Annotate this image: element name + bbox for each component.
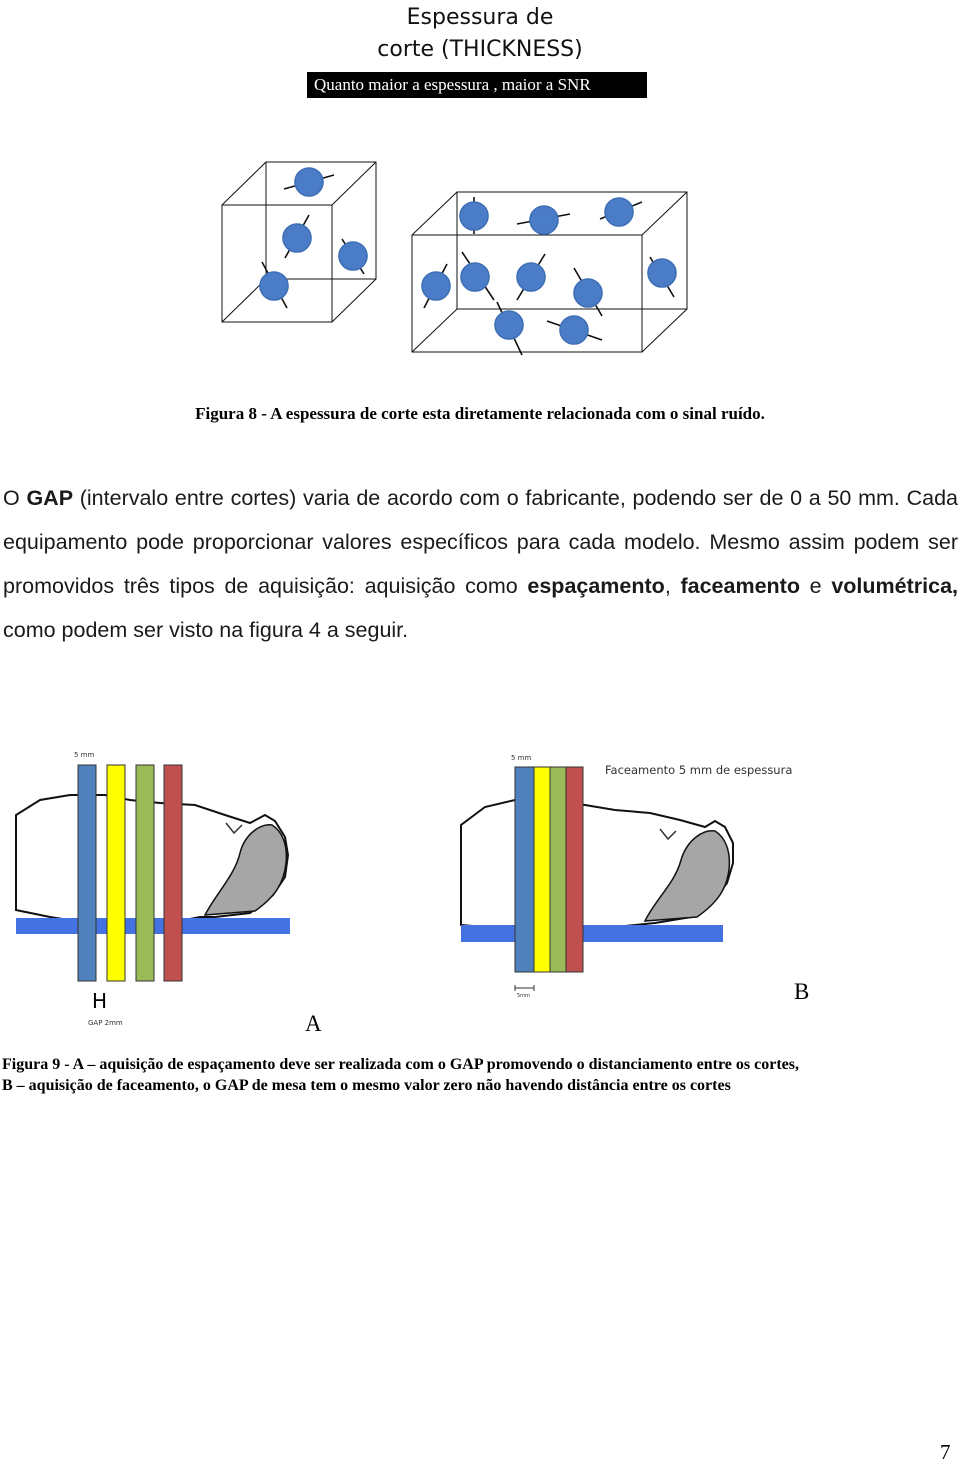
figure9b-slice-width-label: 5 mm: [511, 754, 532, 762]
figure8-cubes-diagram: [212, 150, 692, 365]
slice-green: [136, 765, 154, 981]
proton-ball: [600, 198, 642, 226]
figure8-title-line2: corte (THICKNESS): [377, 37, 583, 62]
proton-ball: [283, 215, 311, 258]
body-text-segment: e: [799, 574, 832, 598]
proton-ball: [517, 206, 570, 234]
body-text-segment: O: [3, 486, 27, 510]
figure9b-contiguous-diagram: [455, 745, 805, 1005]
scale-bar-label: 5mm: [517, 993, 530, 999]
body-term-volumetrica: volumétrica,: [831, 574, 959, 598]
body-term-faceamento: faceamento: [680, 574, 800, 598]
proton-ball: [461, 252, 494, 300]
slice-yellow: [534, 767, 550, 972]
figure9-label-b: B: [794, 979, 810, 1004]
figure8-caption: Figura 8 - A espessura de corte esta diretamente relacionada com o sinal ruído.: [195, 404, 765, 423]
proton-ball: [517, 254, 545, 300]
proton-balls: [260, 168, 676, 355]
figure9-caption-line2: B – aquisição de faceamento, o GAP de mesa tem o mesmo valor zero não havendo distância entre os cortes: [2, 1077, 731, 1094]
figure8-title-line1: Espessura de: [406, 5, 554, 30]
slice-red: [164, 765, 182, 981]
figure9b-title: Faceamento 5 mm de espessura: [605, 763, 793, 777]
figure9a-slice-width-label: 5 mm: [74, 751, 95, 759]
proton-ball: [339, 239, 367, 274]
gap-label: GAP 2mm: [88, 1019, 123, 1027]
proton-ball: [260, 262, 288, 308]
proton-ball: [422, 264, 450, 308]
gap-marker: H: [92, 989, 108, 1013]
figure8-banner: Quanto maior a espessura , maior a SNR: [307, 72, 647, 98]
slice-green: [550, 767, 566, 972]
figure9-caption-line1: Figura 9 - A – aquisição de espaçamento deve ser realizada com o GAP promovendo o distanciamento entre os cortes,: [2, 1056, 799, 1073]
body-text-segment: como podem ser visto na figura 4 a seguir.: [3, 618, 409, 642]
page-number: 7: [940, 1440, 951, 1464]
scale-bar: [515, 985, 534, 991]
body-term-gap: GAP: [26, 486, 74, 510]
body-paragraph: [3, 476, 958, 652]
proton-ball: [460, 197, 488, 234]
exam-table: [461, 925, 723, 942]
body-text-segment: ,: [664, 574, 681, 598]
figure9-caption: [2, 1054, 958, 1096]
proton-ball: [495, 302, 523, 355]
figure9-label-a: A: [305, 1011, 322, 1036]
figure9a-spacing-diagram: [10, 745, 300, 1035]
proton-ball: [547, 316, 602, 344]
proton-ball: [648, 257, 676, 297]
slice-yellow: [107, 765, 125, 981]
slice-red: [566, 767, 583, 972]
slice-blue: [515, 767, 534, 972]
body-term-espacamento: espaçamento: [527, 574, 665, 598]
patient-head-silhouette: [461, 800, 733, 929]
proton-ball: [284, 168, 334, 196]
body-text-segment: (intervalo entre cortes) varia de acordo com o fabricante, podendo ser de 0 a 50 mm. Cada equipamento pode proporcionar valores específicos para cada modelo. Mesmo assim podem ser promovidos três tipos de aquisição: aquisição como: [3, 486, 958, 598]
slice-blue: [78, 765, 96, 981]
figure8-title: [330, 2, 630, 66]
